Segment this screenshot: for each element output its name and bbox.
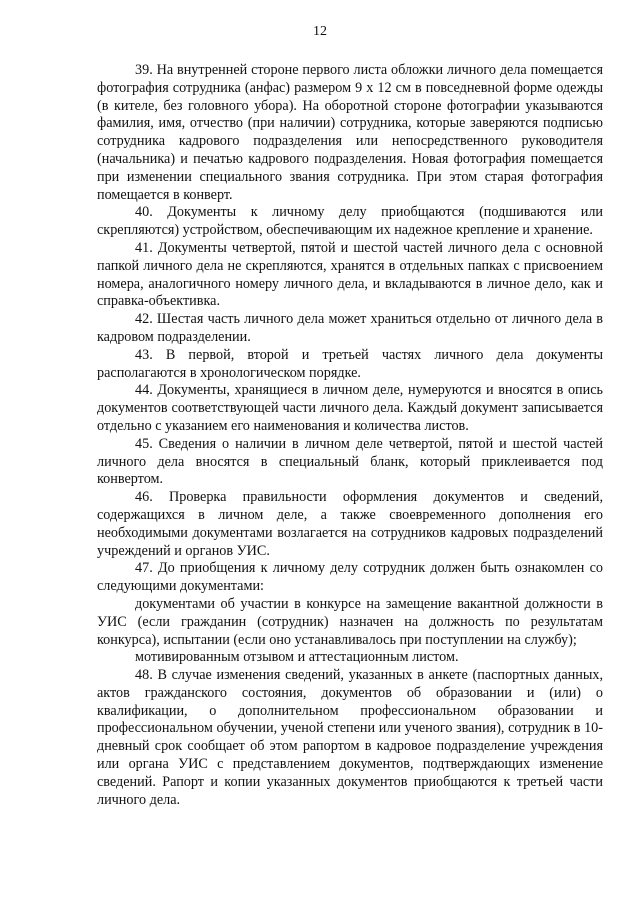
paragraph-47-item-2: мотивированным отзывом и аттестационным листом. <box>135 649 459 666</box>
paragraph-43: 43. В первой, второй и третьей частях личного дела документы располагаются в хронологическом порядке. <box>97 346 603 381</box>
paragraph-47: 47. До приобщения к личному делу сотрудник должен быть ознакомлен со следующими документами: <box>97 560 603 595</box>
document-body <box>97 62 603 809</box>
paragraph-41: 41. Документы четвертой, пятой и шестой частей личного дела с основной папкой личного дела не скрепляются, хранятся в отдельных папках с присвоением номера, аналогичного номеру личного дела, и вкладываются в личное дело, как и справка-объективка. <box>97 239 603 310</box>
paragraph-44: 44. Документы, хранящиеся в личном деле, нумеруются и вносятся в опись документов соответствующей части личного дела. Каждый документ записывается отдельно с указанием его наименования и количества листов. <box>97 382 603 434</box>
paragraph-42: 42. Шестая часть личного дела может храниться отдельно от личного дела в кадровом подразделении. <box>97 311 603 345</box>
paragraph-45: 45. Сведения о наличии в личном деле четвертой, пятой и шестой частей личного дела вносятся в специальный бланк, который приклеивается под конвертом. <box>97 435 603 488</box>
page-number: 12 <box>313 24 327 39</box>
paragraph-48: 48. В случае изменения сведений, указанных в анкете (паспортных данных, актов гражданского состояния, документов об образовании и (или) о квалификации, о дополнительном профессиональном образовании и профессиональном обучении, ученой степени или ученого звания), сотрудник в 10-дневный срок сообщает об этом рапортом в кадровое подразделение учреждения или органа УИС с представлением документов, подтверждающих изменение сведений. Рапорт и копии указанных документов приобщаются к третьей части личного дела. <box>97 667 603 808</box>
paragraph-46: 46. Проверка правильности оформления документов и сведений, содержащихся в личном деле, а также своевременного дополнения его необходимыми документами возлагается на сотрудников кадровых подразделений учреждений и органов УИС. <box>97 489 603 559</box>
paragraph-40: 40. Документы к личному делу приобщаются (подшиваются или скрепляются) устройством, обеспечивающим их надежное крепление и хранение. <box>97 204 603 239</box>
paragraph-39: 39. На внутренней стороне первого листа обложки личного дела помещается фотография сотрудника (анфас) размером 9 х 12 см в повседневной форме одежды (в кителе, без головного убора). На оборотной стороне фотографии указываются фамилия, имя, отчество (при наличии) сотрудника, которые заверяются подписью сотрудника кадрового подразделения или непосредственного руководителя (начальника) и печатью кадрового подразделения. Новая фотография помещается при изменении специального звания сотрудника. При этом старая фотография помещается в конверт. <box>97 62 603 203</box>
paragraph-47-item-1: документами об участии в конкурсе на замещение вакантной должности в УИС (если гражданин (сотрудник) назначен на должность по результатам конкурса), испытании (если оно устанавливалось при поступлении на службу); <box>97 595 603 648</box>
